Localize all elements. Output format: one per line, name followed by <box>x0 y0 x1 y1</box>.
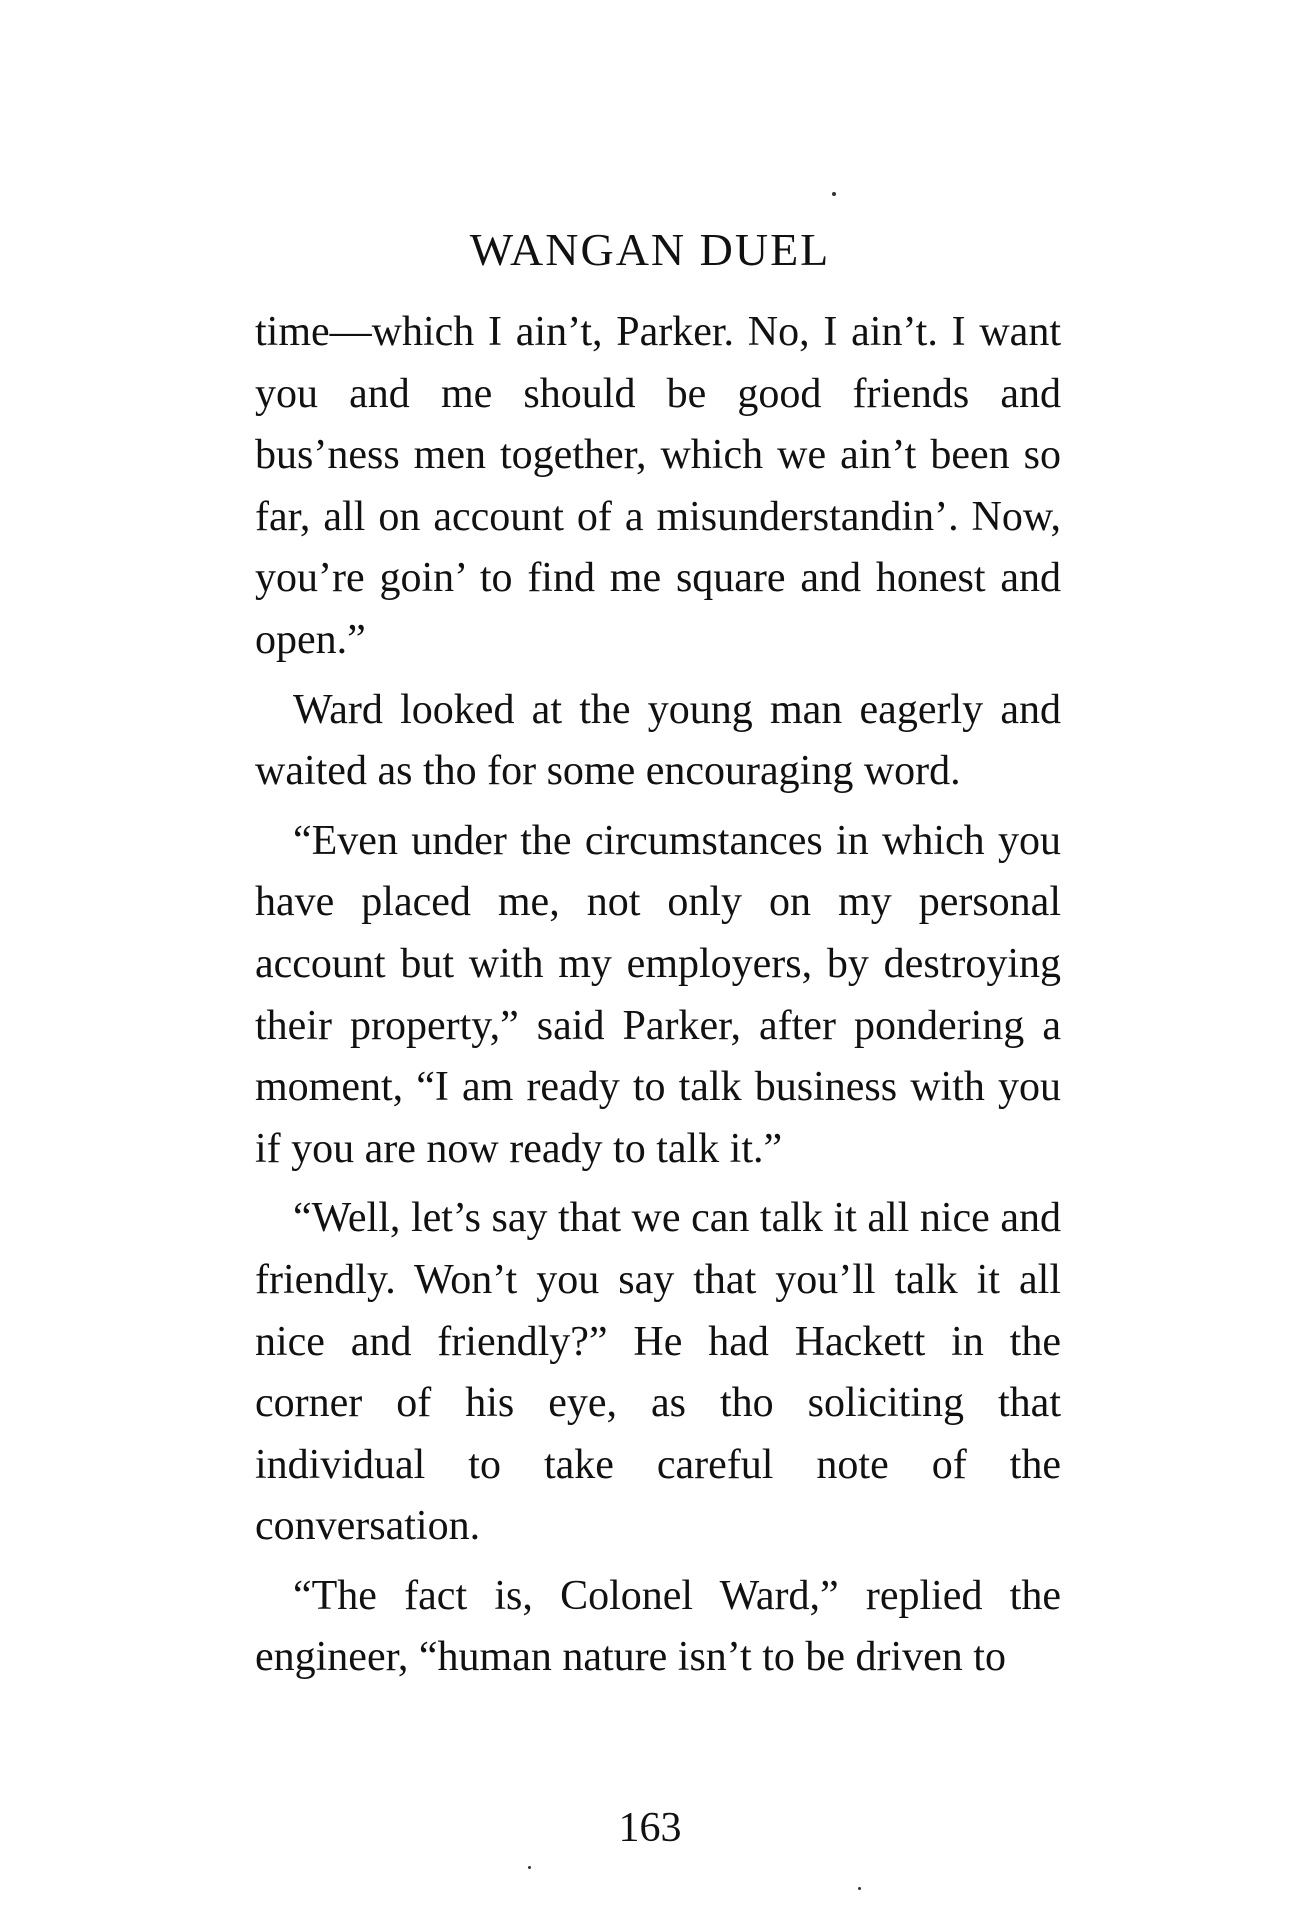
print-speck <box>858 1887 861 1890</box>
paragraph-3: “Even under the circumstances in which you have placed me, not only on my personal account but with my employers, by destroying their property,” said Parker, after pondering a moment, “I am ready to talk business with you if you are now ready to talk it.” <box>255 817 1061 1172</box>
running-head: WANGAN DUEL <box>469 224 831 275</box>
paragraph-5: “The fact is, Colonel Ward,” replied the engineer, “human nature isn’t to be driven to <box>255 1572 1061 1681</box>
body-text <box>255 302 1061 1689</box>
print-speck <box>528 1866 531 1869</box>
page-number: 163 <box>618 1805 682 1851</box>
paragraph-2: Ward looked at the young man eagerly and waited as tho for some encouraging word. <box>255 686 1061 795</box>
paragraph-1: time—which I ain’t, Parker. No, I ain’t. I want you and me should be good friends and bus’ness men together, which we ain’t been so far, all on account of a misunderstandin’. Now, you’re goin’ to find me square and honest and open.” <box>255 309 1061 663</box>
paragraph-4: “Well, let’s say that we can talk it all nice and friendly. Won’t you say that you’ll talk it all nice and friendly?” He had Hackett in the corner of his eye, as tho soliciting that individual to take careful note of the conversation. <box>255 1195 1061 1550</box>
print-speck <box>832 192 836 196</box>
